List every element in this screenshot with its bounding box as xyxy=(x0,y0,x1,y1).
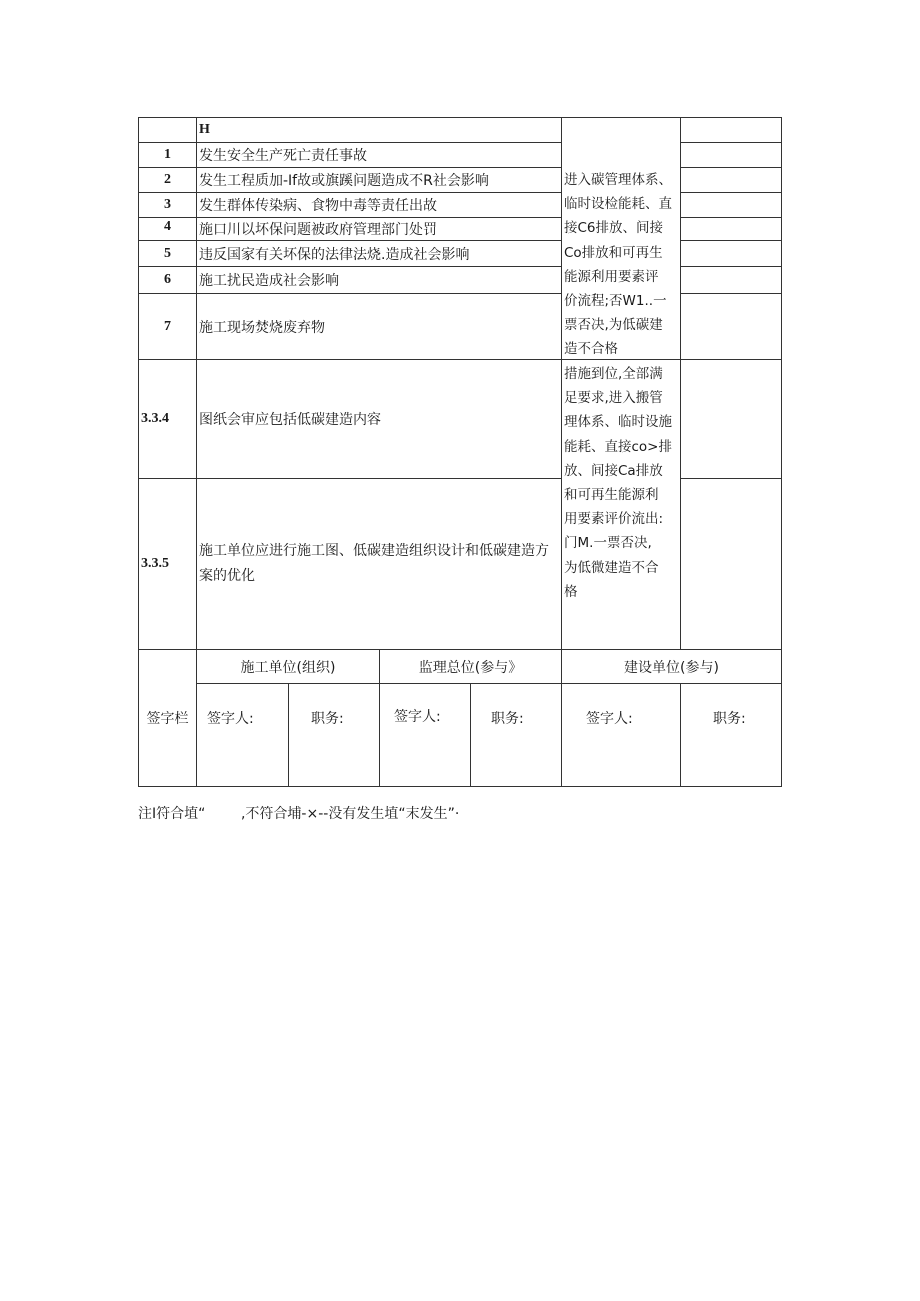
note-line: 为低微建造不合 xyxy=(564,559,659,576)
position-cell xyxy=(680,683,782,787)
section-blank xyxy=(680,359,782,479)
veto-note-2 xyxy=(561,359,681,650)
signer-label: 签字人: xyxy=(394,709,441,725)
section-text: 图纸会审应包括低碳建造内容 xyxy=(196,359,562,479)
row-blank xyxy=(680,217,782,241)
note-line: 门M.一票否决, xyxy=(564,535,652,552)
note-line: 和可再生能源利 xyxy=(564,487,659,504)
row-blank xyxy=(680,266,782,294)
row-blank xyxy=(680,240,782,267)
note-line: 进入碳管理体系、 xyxy=(564,172,672,188)
note-line: 票否决,为低碳建 xyxy=(564,317,663,334)
note-line: 接C6排放、间接 xyxy=(564,220,664,237)
position-cell xyxy=(288,683,380,787)
footnote: 注I符合埴“ ,不符合埔-×--没有发生埴“末发生”· xyxy=(138,806,460,822)
row-num: 1 xyxy=(138,142,197,168)
position-cell xyxy=(470,683,562,787)
row-num: 2 xyxy=(138,167,197,193)
signer-cell xyxy=(379,683,471,787)
signer-label: 签字人: xyxy=(207,711,254,727)
header-num-cell xyxy=(138,117,197,143)
signer-cell xyxy=(561,683,681,787)
note-line: 措施到位,全部满 xyxy=(564,366,663,382)
party-title: 施工单位(组织) xyxy=(196,649,380,684)
note-line: 格 xyxy=(564,583,578,600)
row-text: 违反国家有关坏保的法律法烧.造成社会影响 xyxy=(196,240,562,267)
position-label: 职务: xyxy=(491,711,524,727)
row-blank xyxy=(680,293,782,360)
note-line: Co排放和可再生 xyxy=(564,244,663,261)
row-blank xyxy=(680,142,782,168)
position-label: 职务: xyxy=(713,711,746,727)
section-blank xyxy=(680,478,782,650)
row-num: 3 xyxy=(138,192,197,218)
row-num: 4 xyxy=(138,217,197,241)
row-num: 5 xyxy=(138,240,197,267)
row-text: 发生工程质加-If故或旗蹊问题造成不R社会影响 xyxy=(196,167,562,193)
note-line: 用要素评价流出: xyxy=(564,511,664,528)
party-title: 监理总位(参与》 xyxy=(379,649,562,684)
signer-label: 签字人: xyxy=(586,711,633,727)
section-num: 3.3.5 xyxy=(138,478,197,650)
note-line: 能耗、直接co>排 xyxy=(564,438,672,455)
row-text: 施工现场焚烧废弃物 xyxy=(196,293,562,360)
note-line: 临时设检能耗、直 xyxy=(564,196,672,213)
note-line: 理体系、临时设施 xyxy=(564,414,672,431)
row-blank xyxy=(680,192,782,218)
row-text: 施工扰民造成社会影响 xyxy=(196,266,562,294)
row-text: 发生群体传染病、食物中毒等责任出故 xyxy=(196,192,562,218)
signer-cell xyxy=(196,683,289,787)
party-title: 建设单位(参与) xyxy=(561,649,782,684)
signature-label: 签字栏 xyxy=(138,649,197,787)
header-code: H xyxy=(196,117,562,143)
row-blank xyxy=(680,167,782,193)
section-text: 施工单位应进行施工图、低碳建造组织设计和低碳建造方案的优化 xyxy=(196,478,562,650)
note-line: 造不合格 xyxy=(564,341,618,358)
row-text: 施口川以坏保问题被政府管理部门处罚 xyxy=(196,217,562,241)
header-blank-a xyxy=(680,117,782,143)
section-num: 3.3.4 xyxy=(138,359,197,479)
row-text: 发生安全生产死亡责任事故 xyxy=(196,142,562,168)
note-line: 足要求,进入搬管 xyxy=(564,390,663,407)
note-line: 放、间接Ca排放 xyxy=(564,462,663,479)
veto-note-1 xyxy=(561,117,681,360)
note-line: 价流程;否W1..一 xyxy=(564,293,667,310)
row-num: 6 xyxy=(138,266,197,294)
note-line: 能源利用要素评 xyxy=(564,268,659,285)
position-label: 职务: xyxy=(311,711,344,727)
row-num: 7 xyxy=(138,293,197,360)
